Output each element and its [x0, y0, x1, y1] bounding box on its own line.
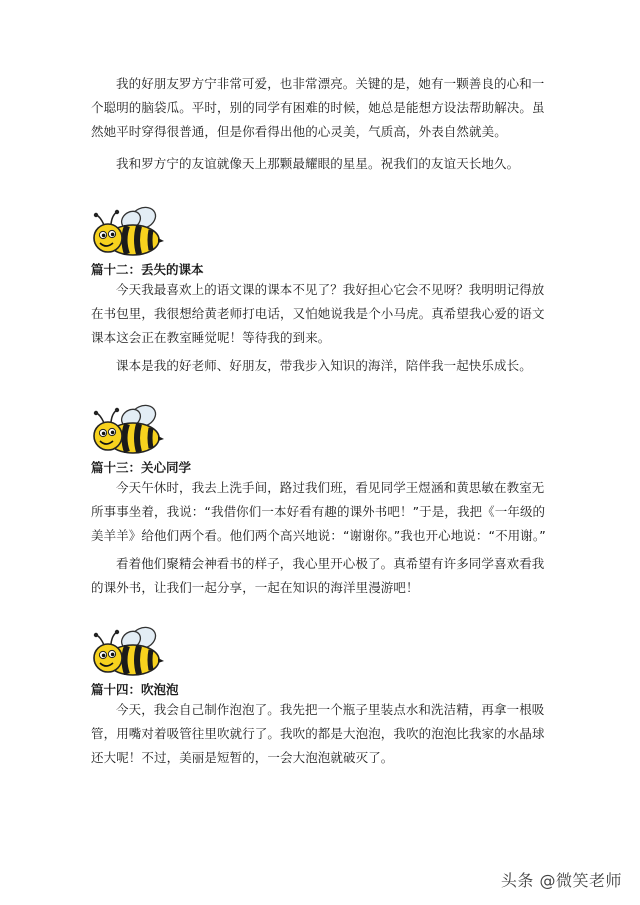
watermark: 头条 @微笑老师 [500, 871, 622, 890]
bee-icon [91, 204, 165, 262]
section-12-paragraph-1: 今天我最喜欢上的语文课的课本不见了？我好担心它会不见呀？我明明记得放在书包里，我很想给黄老师打电话，又怕她说我是个小马虎。真希望我心爱的语文课本这会正在教室睡觉呢！等待我的到来。 [91, 282, 545, 345]
section-14-paragraph-1: 今天，我会自己制作泡泡了。我先把一个瓶子里装点水和洗洁精，再拿一根吸管，用嘴对着吸管往里吹就行了。我吹的都是大泡泡，我吹的泡泡比我家的水晶球还大呢！不过，美丽是短暂的，一会大泡泡就破灭了。 [91, 702, 545, 765]
bee-icon [91, 402, 165, 460]
section-13-paragraph-2: 看着他们聚精会神看书的样子，我心里开心极了。真希望有许多同学喜欢看我的课外书，让我们一起分享，一起在知识的海洋里漫游吧！ [91, 556, 545, 595]
bee-icon [91, 624, 165, 682]
section-title-13: 篇十三：关心同学 [91, 460, 192, 475]
section-title-14: 篇十四：吹泡泡 [91, 682, 179, 697]
section-13-paragraph-1: 今天午休时，我去上洗手间，路过我们班，看见同学王煜涵和黄思敏在教室无所事事坐着，我说：“我借你们一本好看有趣的课外书吧！”于是，我把《一年级的美羊羊》给他们两个看。他们两个高兴地说：“谢谢你。”我也开心地说：“不用谢。” [91, 480, 546, 543]
paragraph-friend-description: 我的好朋友罗方宁非常可爱，也非常漂亮。关键的是，她有一颗善良的心和一个聪明的脑袋瓜。平时，别的同学有困难的时候，她总是能想方设法帮助解决。虽然她平时穿得很普通，但是你看得出他的心灵美，气质高，外表自然就美。 [91, 76, 545, 139]
section-12-paragraph-2: 课本是我的好老师、好朋友，带我步入知识的海洋，陪伴我一起快乐成长。 [116, 358, 532, 373]
section-title-12: 篇十二：丢失的课本 [91, 262, 204, 277]
paragraph-friendship: 我和罗方宁的友谊就像天上那颗最耀眼的星星。祝我们的友谊天长地久。 [116, 156, 520, 171]
